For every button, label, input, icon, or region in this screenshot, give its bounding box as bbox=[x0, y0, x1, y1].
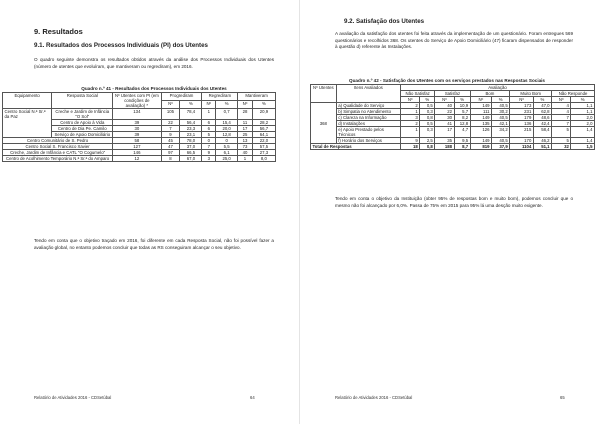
value-cell: 62,8 bbox=[533, 109, 551, 115]
value-cell: 11 bbox=[238, 120, 253, 126]
value-cell: 22 bbox=[435, 109, 454, 115]
header-pct: % bbox=[420, 97, 435, 103]
value-cell: 78,0 bbox=[180, 138, 202, 144]
value-cell: 0,7 bbox=[216, 109, 238, 120]
value-cell: 64,1 bbox=[252, 132, 275, 138]
value-cell: 12,8 bbox=[454, 121, 470, 127]
value-cell: 42,1 bbox=[492, 121, 510, 127]
value-cell: 5,7 bbox=[454, 109, 470, 115]
header-bom: Bom bbox=[470, 91, 510, 97]
value-cell: 4,7 bbox=[454, 127, 470, 138]
page-65 bbox=[300, 0, 600, 424]
equipamento-cell: Centro Social S. Francisco Xavier bbox=[3, 144, 113, 150]
value-cell: 73 bbox=[238, 144, 253, 150]
value-cell: 1,1 bbox=[571, 109, 595, 115]
value-cell: 30 bbox=[113, 126, 161, 132]
value-cell: 78,4 bbox=[180, 109, 202, 120]
value-cell: 105 bbox=[161, 109, 180, 120]
equipamento-cell: Centro Comunitário de S. Pedro bbox=[3, 138, 113, 144]
value-cell: 28,2 bbox=[252, 120, 275, 126]
intro-paragraph: A avaliação da satisfação dos utentes foi feita através da implementação de um questionário. Foram entregues 569 questionários e recolhidos 368. Os utentes do Serviço de Apoio Domiciliário (47) ficaram dispensados de responder à questão d) referente às Instalações. bbox=[335, 31, 573, 49]
value-cell: 12,8 bbox=[216, 132, 238, 138]
resposta-social-cell: Centro de Apoio à Vida bbox=[52, 120, 113, 126]
value-cell: 1,4 bbox=[571, 138, 595, 144]
value-cell: 9 bbox=[161, 132, 180, 138]
header-pct: % bbox=[252, 101, 275, 109]
value-cell: 56,7 bbox=[252, 126, 275, 132]
value-cell: 40 bbox=[435, 103, 454, 109]
item-cell: e) Apoio Prestado pelos Técnicos bbox=[336, 127, 400, 138]
equipamento-cell: Creche, Jardim de Infância e CATL "O Cogumelo" bbox=[3, 150, 113, 156]
value-cell: 30 bbox=[435, 115, 454, 121]
value-cell: 173 bbox=[510, 103, 534, 109]
header-pct: % bbox=[216, 101, 238, 109]
value-cell: 149 bbox=[470, 103, 491, 109]
value-cell: 58 bbox=[113, 138, 161, 144]
header-pct: % bbox=[454, 97, 470, 103]
value-cell: 9,5 bbox=[454, 138, 470, 144]
item-cell: b) Simpatia no Atendimento bbox=[336, 109, 400, 115]
value-cell: 1 bbox=[401, 127, 420, 138]
resposta-social-cell: Centro de Dia Pe. Camilo bbox=[52, 126, 113, 132]
footer-report-title: Relatório de Atividades 2016 - CDSetúbal bbox=[335, 395, 413, 400]
value-cell: 15,4 bbox=[216, 120, 238, 126]
footer-page-number: 65 bbox=[560, 395, 565, 400]
total-value-cell: 37,9 bbox=[492, 144, 510, 150]
value-cell: 42,4 bbox=[533, 121, 551, 127]
value-cell: 134 bbox=[113, 109, 161, 120]
header-avaliacao: Avaliação bbox=[401, 85, 595, 91]
value-cell: 8 bbox=[161, 156, 180, 162]
value-cell: 170 bbox=[510, 138, 534, 144]
header-pct: % bbox=[180, 101, 202, 109]
header-nao-satisfaz: Não Satisfaz bbox=[401, 91, 435, 97]
intro-paragraph: O quadro seguinte demonstra os resultados obtidos através da análise dos Processos Individuais dos Utentes (número de utentes que evoluíram, que mantiveram ou regrediram), em 2016. bbox=[34, 57, 274, 69]
value-cell: 20,9 bbox=[252, 109, 275, 120]
header-n: Nº bbox=[510, 97, 534, 103]
subsection-title: 9.2. Satisfação dos Utentes bbox=[344, 18, 425, 25]
total-value-cell: 188 bbox=[435, 144, 454, 150]
value-cell: 3 bbox=[401, 115, 420, 121]
value-cell: 0,5 bbox=[420, 121, 435, 127]
value-cell: 47,0 bbox=[533, 103, 551, 109]
value-cell: 5 bbox=[552, 138, 571, 144]
table-row bbox=[3, 156, 276, 162]
equipamento-cell: Centro de Acolhimento Temporário N.ª Sr.ª do Amparo bbox=[3, 156, 113, 162]
value-cell: 0,3 bbox=[420, 127, 435, 138]
header-pct: % bbox=[492, 97, 510, 103]
value-cell: 39 bbox=[113, 132, 161, 138]
table-row bbox=[311, 127, 595, 138]
equipamento-cell: Centro Social N.ª Sr.ª da Paz bbox=[3, 109, 52, 138]
resposta-social-cell: Serviço de Apoio Domiciliário bbox=[52, 132, 113, 138]
value-cell: 111 bbox=[470, 109, 491, 115]
value-cell: 67,0 bbox=[180, 156, 202, 162]
total-value-cell: 18 bbox=[401, 144, 420, 150]
value-cell: 57,5 bbox=[252, 144, 275, 150]
header-n: Nº bbox=[552, 97, 571, 103]
header-n: Nº bbox=[161, 101, 180, 109]
header-n: Nº bbox=[435, 97, 454, 103]
value-cell: 23,3 bbox=[180, 126, 202, 132]
value-cell: 25 bbox=[238, 132, 253, 138]
value-cell: 40,5 bbox=[492, 103, 510, 109]
value-cell: 10,9 bbox=[454, 103, 470, 109]
value-cell: 41 bbox=[435, 121, 454, 127]
value-cell: 45 bbox=[161, 138, 180, 144]
section-title: 9. Resultados bbox=[34, 27, 83, 36]
value-cell: 127 bbox=[113, 144, 161, 150]
footer-report-title: Relatório de Atividades 2016 - CDSetúbal bbox=[34, 395, 112, 400]
value-cell: 48,6 bbox=[533, 115, 551, 121]
table-row bbox=[3, 109, 276, 120]
value-cell: 37,0 bbox=[180, 144, 202, 150]
header-nao-responde: Não Responde bbox=[552, 91, 595, 97]
value-cell: 20,0 bbox=[216, 126, 238, 132]
value-cell: 0,3 bbox=[420, 109, 435, 115]
value-cell: 8,2 bbox=[454, 115, 470, 121]
total-value-cell: 8,7 bbox=[454, 144, 470, 150]
value-cell: 4 bbox=[552, 109, 571, 115]
value-cell: 56,4 bbox=[180, 120, 202, 126]
value-cell: 5 bbox=[202, 132, 216, 138]
header-n: Nº bbox=[238, 101, 253, 109]
value-cell: 34,2 bbox=[492, 127, 510, 138]
value-cell: 7 bbox=[202, 144, 216, 150]
value-cell: 5 bbox=[552, 127, 571, 138]
value-cell: 2,0 bbox=[571, 121, 595, 127]
value-cell: 136 bbox=[510, 121, 534, 127]
value-cell: 1 bbox=[202, 109, 216, 120]
header-regrediram: Regrediram bbox=[202, 93, 238, 101]
value-cell: 3 bbox=[202, 156, 216, 162]
item-cell: f) Horário dos Serviços bbox=[336, 138, 400, 144]
value-cell: 7 bbox=[552, 121, 571, 127]
value-cell: 47 bbox=[161, 144, 180, 150]
value-cell: 22 bbox=[161, 120, 180, 126]
value-cell: 149 bbox=[470, 115, 491, 121]
item-cell: a) Qualidade do Serviço bbox=[336, 103, 400, 109]
header-n-utentes: Nº Utentes bbox=[311, 85, 337, 103]
value-cell: 23,1 bbox=[180, 132, 202, 138]
value-cell: 30,2 bbox=[492, 109, 510, 115]
header-n: Nº bbox=[470, 97, 491, 103]
header-mantiveram: Mantiveram bbox=[238, 93, 276, 101]
value-cell: 2 bbox=[401, 121, 420, 127]
value-cell: 135 bbox=[470, 121, 491, 127]
value-cell: 39 bbox=[113, 120, 161, 126]
header-muito-bom: Muito Bom bbox=[510, 91, 552, 97]
value-cell: 126 bbox=[470, 127, 491, 138]
header-n-utentes: Nº Utentes com PI (em condições de avaliação) * bbox=[113, 93, 161, 109]
header-pct: % bbox=[571, 97, 595, 103]
value-cell: 8,0 bbox=[252, 156, 275, 162]
conclusion-paragraph: Tendo em conta o objetivo da Instituição (obter 95% de respostas bom e muito bom), podemos concluir que o mesmo não foi alcançado por 6,0%. Passa de 75% em 2015 para 95% lá uma desção muito exigente. bbox=[335, 196, 573, 208]
value-cell: 7 bbox=[552, 115, 571, 121]
value-cell: 22,0 bbox=[252, 138, 275, 144]
item-cell: d) Instalações bbox=[336, 121, 400, 127]
value-cell: 27,3 bbox=[252, 150, 275, 156]
value-cell: 28 bbox=[238, 109, 253, 120]
value-cell: 2,0 bbox=[571, 115, 595, 121]
value-cell: 97 bbox=[161, 150, 180, 156]
value-cell: 66,5 bbox=[180, 150, 202, 156]
value-cell: 7 bbox=[161, 126, 180, 132]
value-cell: 40,5 bbox=[492, 138, 510, 144]
value-cell: 6,1 bbox=[216, 150, 238, 156]
value-cell: 17 bbox=[435, 127, 454, 138]
header-progrediram: Progrediram bbox=[161, 93, 202, 101]
value-cell: 12 bbox=[113, 156, 161, 162]
total-label-cell: Total de Respostas bbox=[311, 144, 401, 150]
value-cell: 6 bbox=[202, 120, 216, 126]
value-cell: 4 bbox=[552, 103, 571, 109]
subsection-title: 9.1. Resultados dos Processos Individuais (PI) dos Utentes bbox=[34, 42, 208, 49]
value-cell: 9 bbox=[401, 138, 420, 144]
value-cell: 0,5 bbox=[420, 103, 435, 109]
value-cell: 215 bbox=[510, 127, 534, 138]
footer-page-number: 64 bbox=[250, 395, 255, 400]
total-value-cell: 51,1 bbox=[533, 144, 551, 150]
value-cell: 46,2 bbox=[533, 138, 551, 144]
value-cell: 0,8 bbox=[420, 115, 435, 121]
header-resposta-social: Resposta Social bbox=[52, 93, 113, 109]
header-n: Nº bbox=[401, 97, 420, 103]
total-value-cell: 1,5 bbox=[571, 144, 595, 150]
table-caption: Quadro n.º 42 - Satisfação dos Utentes com os serviços prestados nas Respostas Sociais bbox=[349, 78, 545, 83]
value-cell: 13 bbox=[238, 138, 253, 144]
value-cell: 179 bbox=[510, 115, 534, 121]
value-cell: 2,5 bbox=[420, 138, 435, 144]
value-cell: 25,0 bbox=[216, 156, 238, 162]
resposta-social-cell: Creche e Jardim de Infância "O Sol" bbox=[52, 109, 113, 120]
utentes-cell: 368 bbox=[311, 103, 337, 144]
total-row bbox=[311, 144, 595, 150]
header-itens-avaliados: Itens Avaliados bbox=[336, 85, 400, 103]
value-cell: 35 bbox=[435, 138, 454, 144]
value-cell: 1,4 bbox=[571, 127, 595, 138]
header-satisfaz: Satisfaz bbox=[435, 91, 470, 97]
value-cell: 1 bbox=[401, 109, 420, 115]
value-cell: 231 bbox=[510, 109, 534, 115]
total-value-cell: 1104 bbox=[510, 144, 534, 150]
value-cell: 58,4 bbox=[533, 127, 551, 138]
results-table bbox=[2, 92, 276, 162]
value-cell: 17 bbox=[238, 126, 253, 132]
value-cell: 0 bbox=[216, 138, 238, 144]
table-caption: Quadro n.º 41 - Resultados dos Processos Individuais dos Utentes bbox=[81, 86, 227, 91]
header-equipamento: Equipamento bbox=[3, 93, 52, 109]
value-cell: 40,5 bbox=[492, 115, 510, 121]
value-cell: 149 bbox=[470, 138, 491, 144]
value-cell: 1,1 bbox=[571, 103, 595, 109]
header-pct: % bbox=[533, 97, 551, 103]
total-value-cell: 819 bbox=[470, 144, 491, 150]
value-cell: 1 bbox=[238, 156, 253, 162]
value-cell: 40 bbox=[238, 150, 253, 156]
total-value-cell: 0,8 bbox=[420, 144, 435, 150]
value-cell: 0 bbox=[202, 138, 216, 144]
value-cell: 5,5 bbox=[216, 144, 238, 150]
total-value-cell: 32 bbox=[552, 144, 571, 150]
satisfaction-table bbox=[310, 84, 595, 150]
item-cell: c) Clareza na Informação bbox=[336, 115, 400, 121]
value-cell: 146 bbox=[113, 150, 161, 156]
value-cell: 6 bbox=[202, 126, 216, 132]
value-cell: 2 bbox=[401, 103, 420, 109]
value-cell: 9 bbox=[202, 150, 216, 156]
conclusion-paragraph: Tendo em conta que o objetivo traçado em 2016, foi diferente em cada Resposta Social, não foi possível fazer a avaliação global, no entanto podemos concluir que todas as RS conseguiram alcançar o seu objetivo. bbox=[34, 238, 274, 250]
header-n: Nº bbox=[202, 101, 216, 109]
